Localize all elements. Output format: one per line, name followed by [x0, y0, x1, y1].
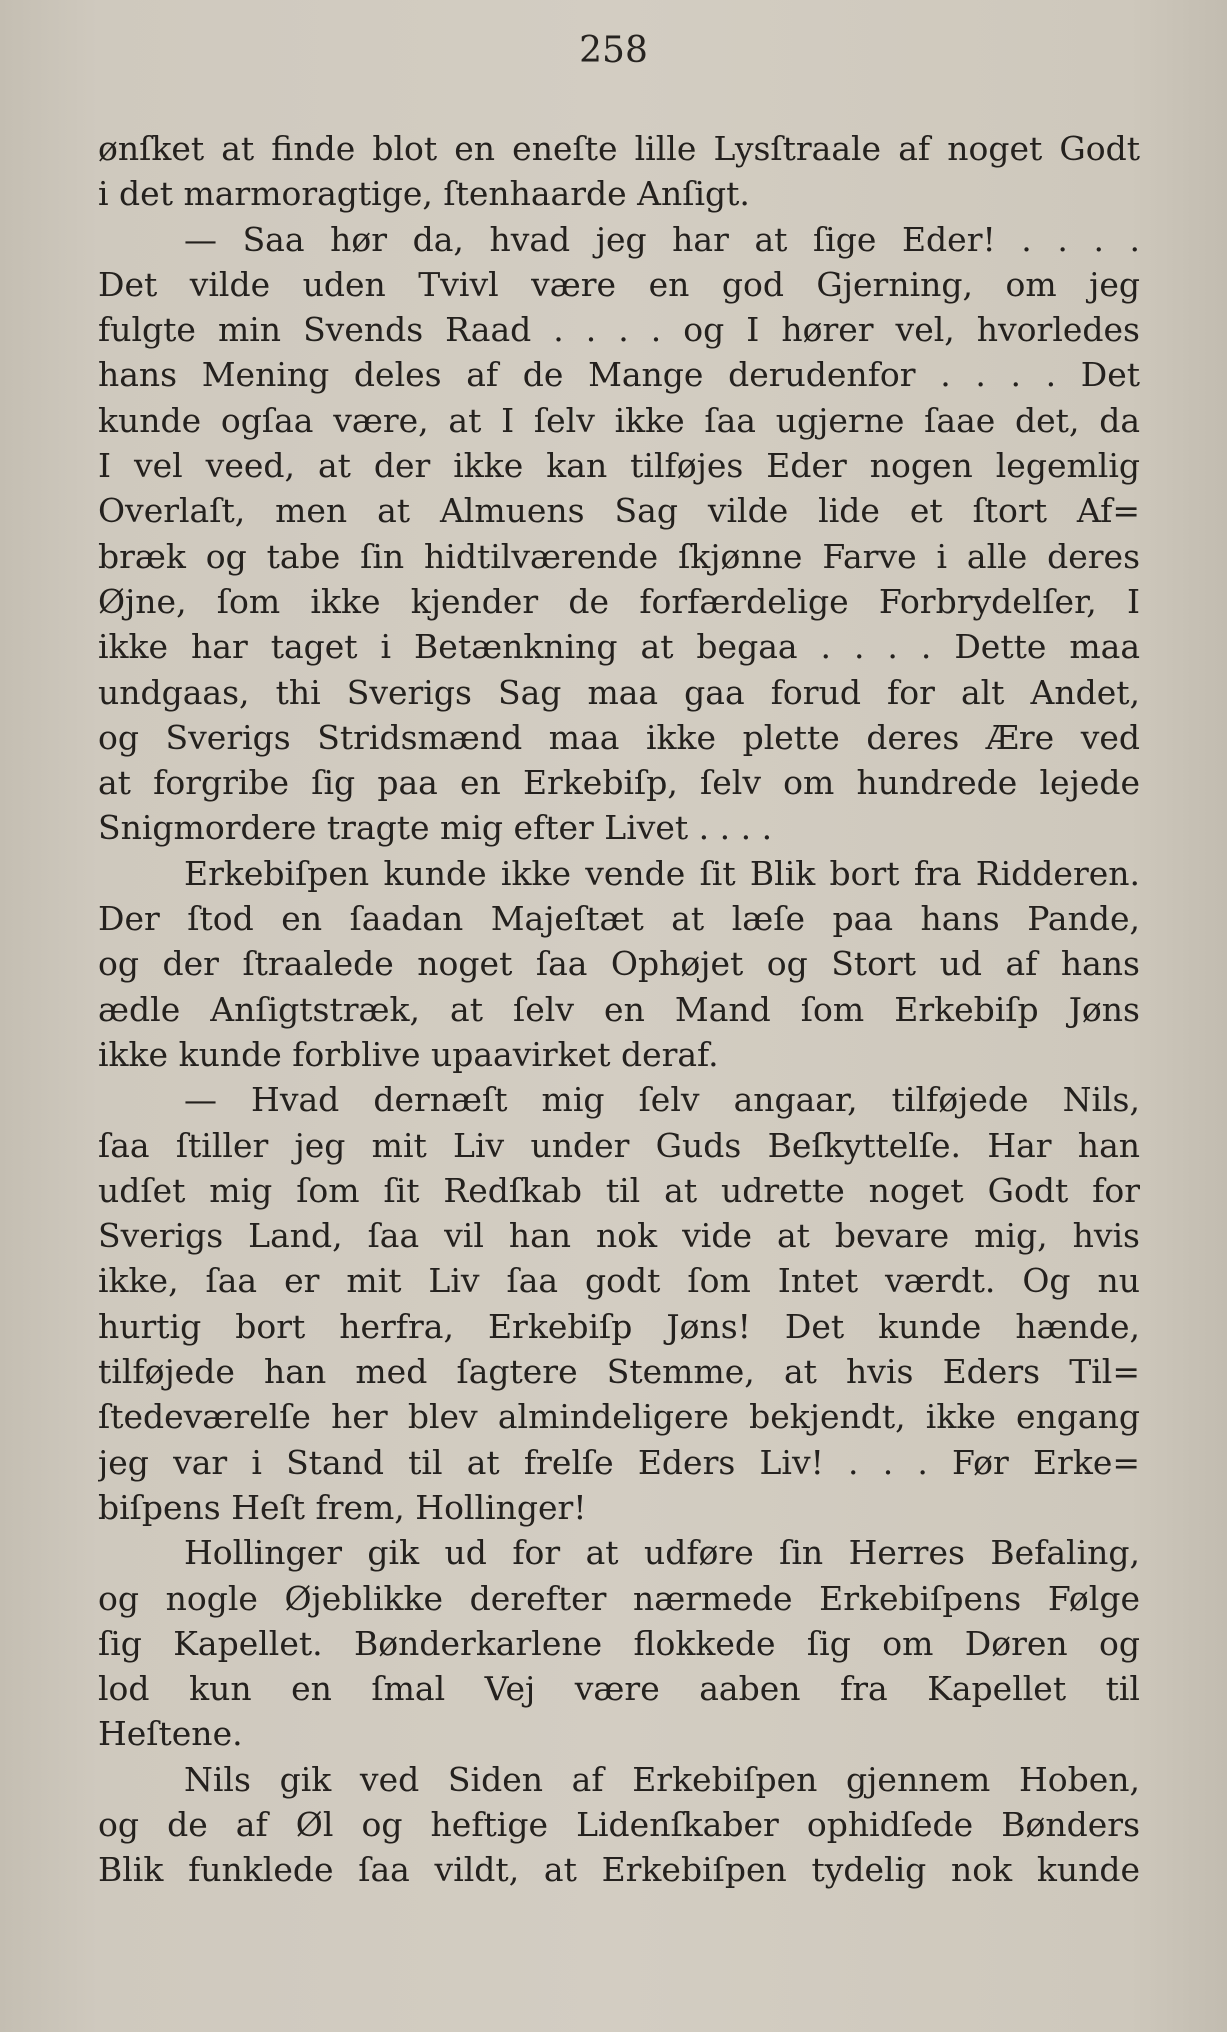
text-line: og Sverigs Stridsmænd maa ikke plette deres Ære ved — [98, 717, 1140, 757]
text-line: biſpens Heſt frem, Hollinger! — [98, 1487, 587, 1527]
text-line: Heſtene. — [98, 1714, 243, 1754]
text-line: fulgte min Svends Raad . . . . og I hører vel, hvorledes — [98, 310, 1140, 350]
text-line: Øjne, ſom ikke kjender de forfærdelige Forbrydelſer, I — [98, 581, 1140, 621]
text-line: og der ſtraalede noget ſaa Ophøjet og Stort ud af hans — [98, 944, 1140, 984]
text-line: Blik funklede ſaa vildt, at Erkebiſpen tydelig nok kunde — [98, 1850, 1140, 1890]
text-line: Hollinger gik ud for at udføre ſin Herres Befaling, — [184, 1533, 1140, 1573]
text-line: ædle Anſigtstræk, at ſelv en Mand ſom Erkebiſp Jøns — [98, 989, 1140, 1029]
text-line: ønſket at finde blot en eneſte lille Lysſtraale af noget Godt — [98, 129, 1140, 168]
text-line: jeg var i Stand til at frelſe Eders Liv! . . . Før Erke= — [98, 1442, 1140, 1482]
text-line: og de af Øl og heftige Lidenſkaber ophidſede Bønders — [98, 1804, 1140, 1844]
text-line: Nils gik ved Siden af Erkebiſpen gjennem Hoben, — [184, 1759, 1140, 1799]
text-line: ſig Kapellet. Bønderkarlene flokkede ſig om Døren og — [98, 1623, 1140, 1663]
text-line: lod kun en ſmal Vej være aaben fra Kapellet til — [98, 1669, 1140, 1709]
text-line: undgaas, thi Sverigs Sag maa gaa forud for alt Andet, — [98, 672, 1140, 712]
text-line: Sverigs Land, ſaa vil han nok vide at bevare mig, hvis — [98, 1216, 1140, 1256]
text-line: Der ſtod en ſaadan Majeſtæt at læſe paa hans Pande, — [98, 899, 1140, 939]
text-line: ſaa ſtiller jeg mit Liv under Guds Beſkyttelſe. Har han — [98, 1125, 1140, 1165]
text-line: ikke kunde forblive upaavirket deraf. — [98, 1034, 719, 1074]
text-line: Det vilde uden Tvivl være en god Gjerning, om jeg — [98, 264, 1140, 304]
text-line: I vel veed, at der ikke kan tilføjes Eder nogen legemlig — [98, 446, 1140, 486]
text-line: Overlaſt, men at Almuens Sag vilde lide et ſtort Af= — [98, 491, 1140, 531]
text-line: hurtig bort herfra, Erkebiſp Jøns! Det kunde hænde, — [98, 1306, 1140, 1346]
text-line: — Saa hør da, hvad jeg har at ſige Eder! . . . . — [184, 219, 1140, 259]
text-line: i det marmoragtige, ſtenhaarde Anſigt. — [98, 174, 750, 214]
body-text — [98, 126, 1140, 1893]
text-line: ikke, ſaa er mit Liv ſaa godt ſom Intet værdt. Og nu — [98, 1261, 1140, 1301]
text-line: ſtedeværelſe her blev almindeligere bekjendt, ikke engang — [98, 1397, 1140, 1437]
text-line: tilføjede han med ſagtere Stemme, at hvis Eders Til= — [98, 1352, 1140, 1392]
text-line: hans Mening deles af de Mange derudenfor . . . . Det — [98, 355, 1140, 395]
page-number: 258 — [579, 30, 648, 71]
text-line: udſet mig ſom ſit Redſkab til at udrette noget Godt for — [98, 1170, 1140, 1210]
text-line: kunde ogſaa være, at I ſelv ikke ſaa ugjerne ſaae det, da — [98, 400, 1140, 440]
text-line: — Hvad dernæſt mig ſelv angaar, tilføjede Nils, — [184, 1080, 1140, 1120]
text-line: Snigmordere tragte mig efter Livet . . . . — [98, 808, 773, 848]
text-line: at forgribe ſig paa en Erkebiſp, ſelv om hundrede lejede — [98, 763, 1140, 803]
text-line: bræk og tabe ſin hidtilværende ſkjønne Farve i alle deres — [98, 536, 1140, 576]
text-line: ikke har taget i Betænkning at begaa . . . . Dette maa — [98, 627, 1140, 667]
text-line: og nogle Øjeblikke derefter nærmede Erkebiſpens Følge — [98, 1578, 1140, 1618]
text-line: Erkebiſpen kunde ikke vende ſit Blik bort fra Ridderen. — [184, 853, 1140, 893]
